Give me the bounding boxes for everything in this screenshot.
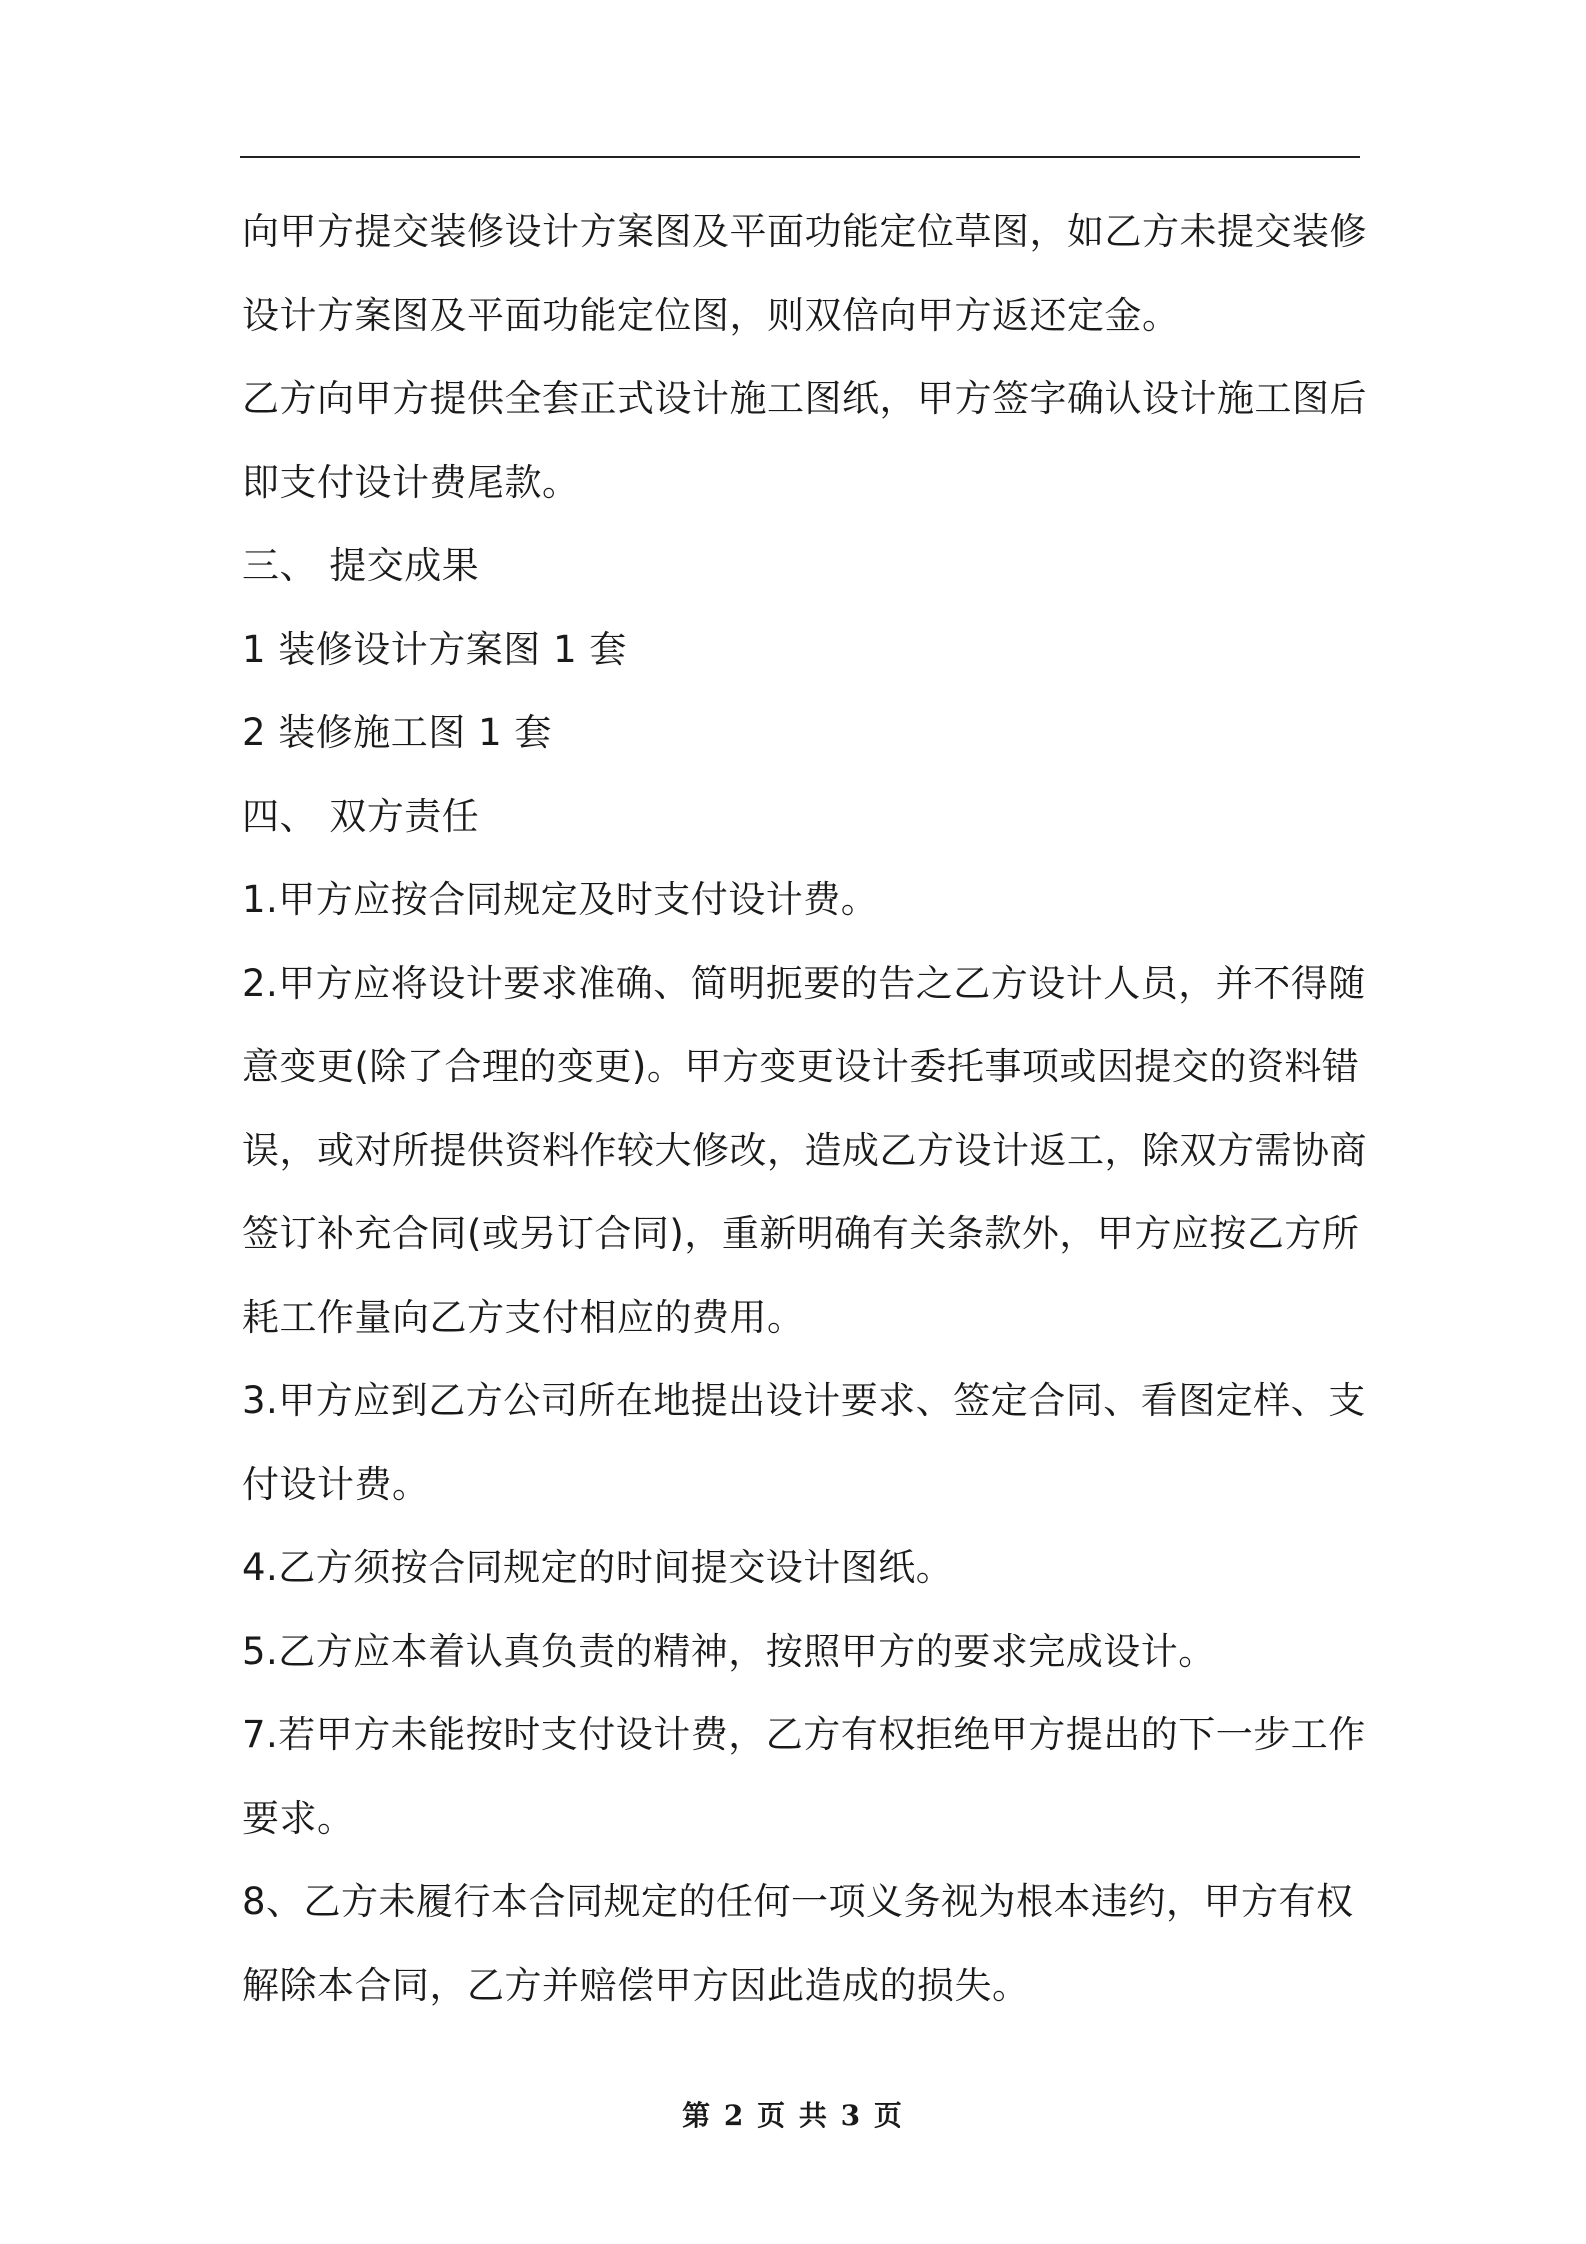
body-line: 即支付设计费尾款。 bbox=[242, 460, 580, 504]
body-line: 签订补充合同(或另订合同)，重新明确有关条款外，甲方应按乙方所 bbox=[242, 1212, 1360, 1255]
body-line: 解除本合同，乙方并赔偿甲方因此造成的损失。 bbox=[242, 1963, 1030, 2007]
body-line: 误，或对所提供资料作较大修改，造成乙方设计返工，除双方需协商 bbox=[242, 1128, 1367, 1172]
body-line: 向甲方提交装修设计方案图及平面功能定位草图，如乙方未提交装修 bbox=[242, 210, 1367, 253]
body-line: 设计方案图及平面功能定位图，则双倍向甲方返还定金。 bbox=[242, 293, 1180, 337]
body-line: 3.甲方应到乙方公司所在地提出设计要求、签定合同、看图定样、支 bbox=[242, 1379, 1366, 1422]
body-line: 乙方向甲方提供全套正式设计施工图纸，甲方签字确认设计施工图后 bbox=[242, 377, 1367, 420]
body-line: 2.甲方应将设计要求准确、简明扼要的告之乙方设计人员，并不得随 bbox=[242, 961, 1366, 1005]
section-heading: 四、 双方责任 bbox=[242, 794, 480, 838]
page-number: 第 2 页 共 3 页 bbox=[682, 2099, 904, 2132]
body-line: 要求。 bbox=[242, 1796, 355, 1840]
section-heading: 三、 提交成果 bbox=[242, 544, 480, 587]
document-body bbox=[242, 190, 1367, 2027]
body-line: 4.乙方须按合同规定的时间提交设计图纸。 bbox=[242, 1546, 954, 1589]
body-line: 7.若甲方未能按时支付设计费，乙方有权拒绝甲方提出的下一步工作 bbox=[242, 1713, 1366, 1756]
list-item: 1 装修设计方案图 1 套 bbox=[242, 627, 627, 671]
list-item: 2 装修施工图 1 套 bbox=[242, 711, 552, 754]
header-rule bbox=[240, 156, 1360, 158]
body-line: 1.甲方应按合同规定及时支付设计费。 bbox=[242, 878, 879, 921]
body-line: 耗工作量向乙方支付相应的费用。 bbox=[242, 1295, 805, 1339]
body-line: 意变更(除了合理的变更)。甲方变更设计委托事项或因提交的资料错 bbox=[242, 1045, 1360, 1088]
body-line: 8、乙方未履行本合同规定的任何一项义务视为根本违约，甲方有权 bbox=[242, 1880, 1354, 1923]
body-line: 5.乙方应本着认真负责的精神，按照甲方的要求完成设计。 bbox=[242, 1629, 1216, 1673]
body-line: 付设计费。 bbox=[242, 1462, 430, 1506]
